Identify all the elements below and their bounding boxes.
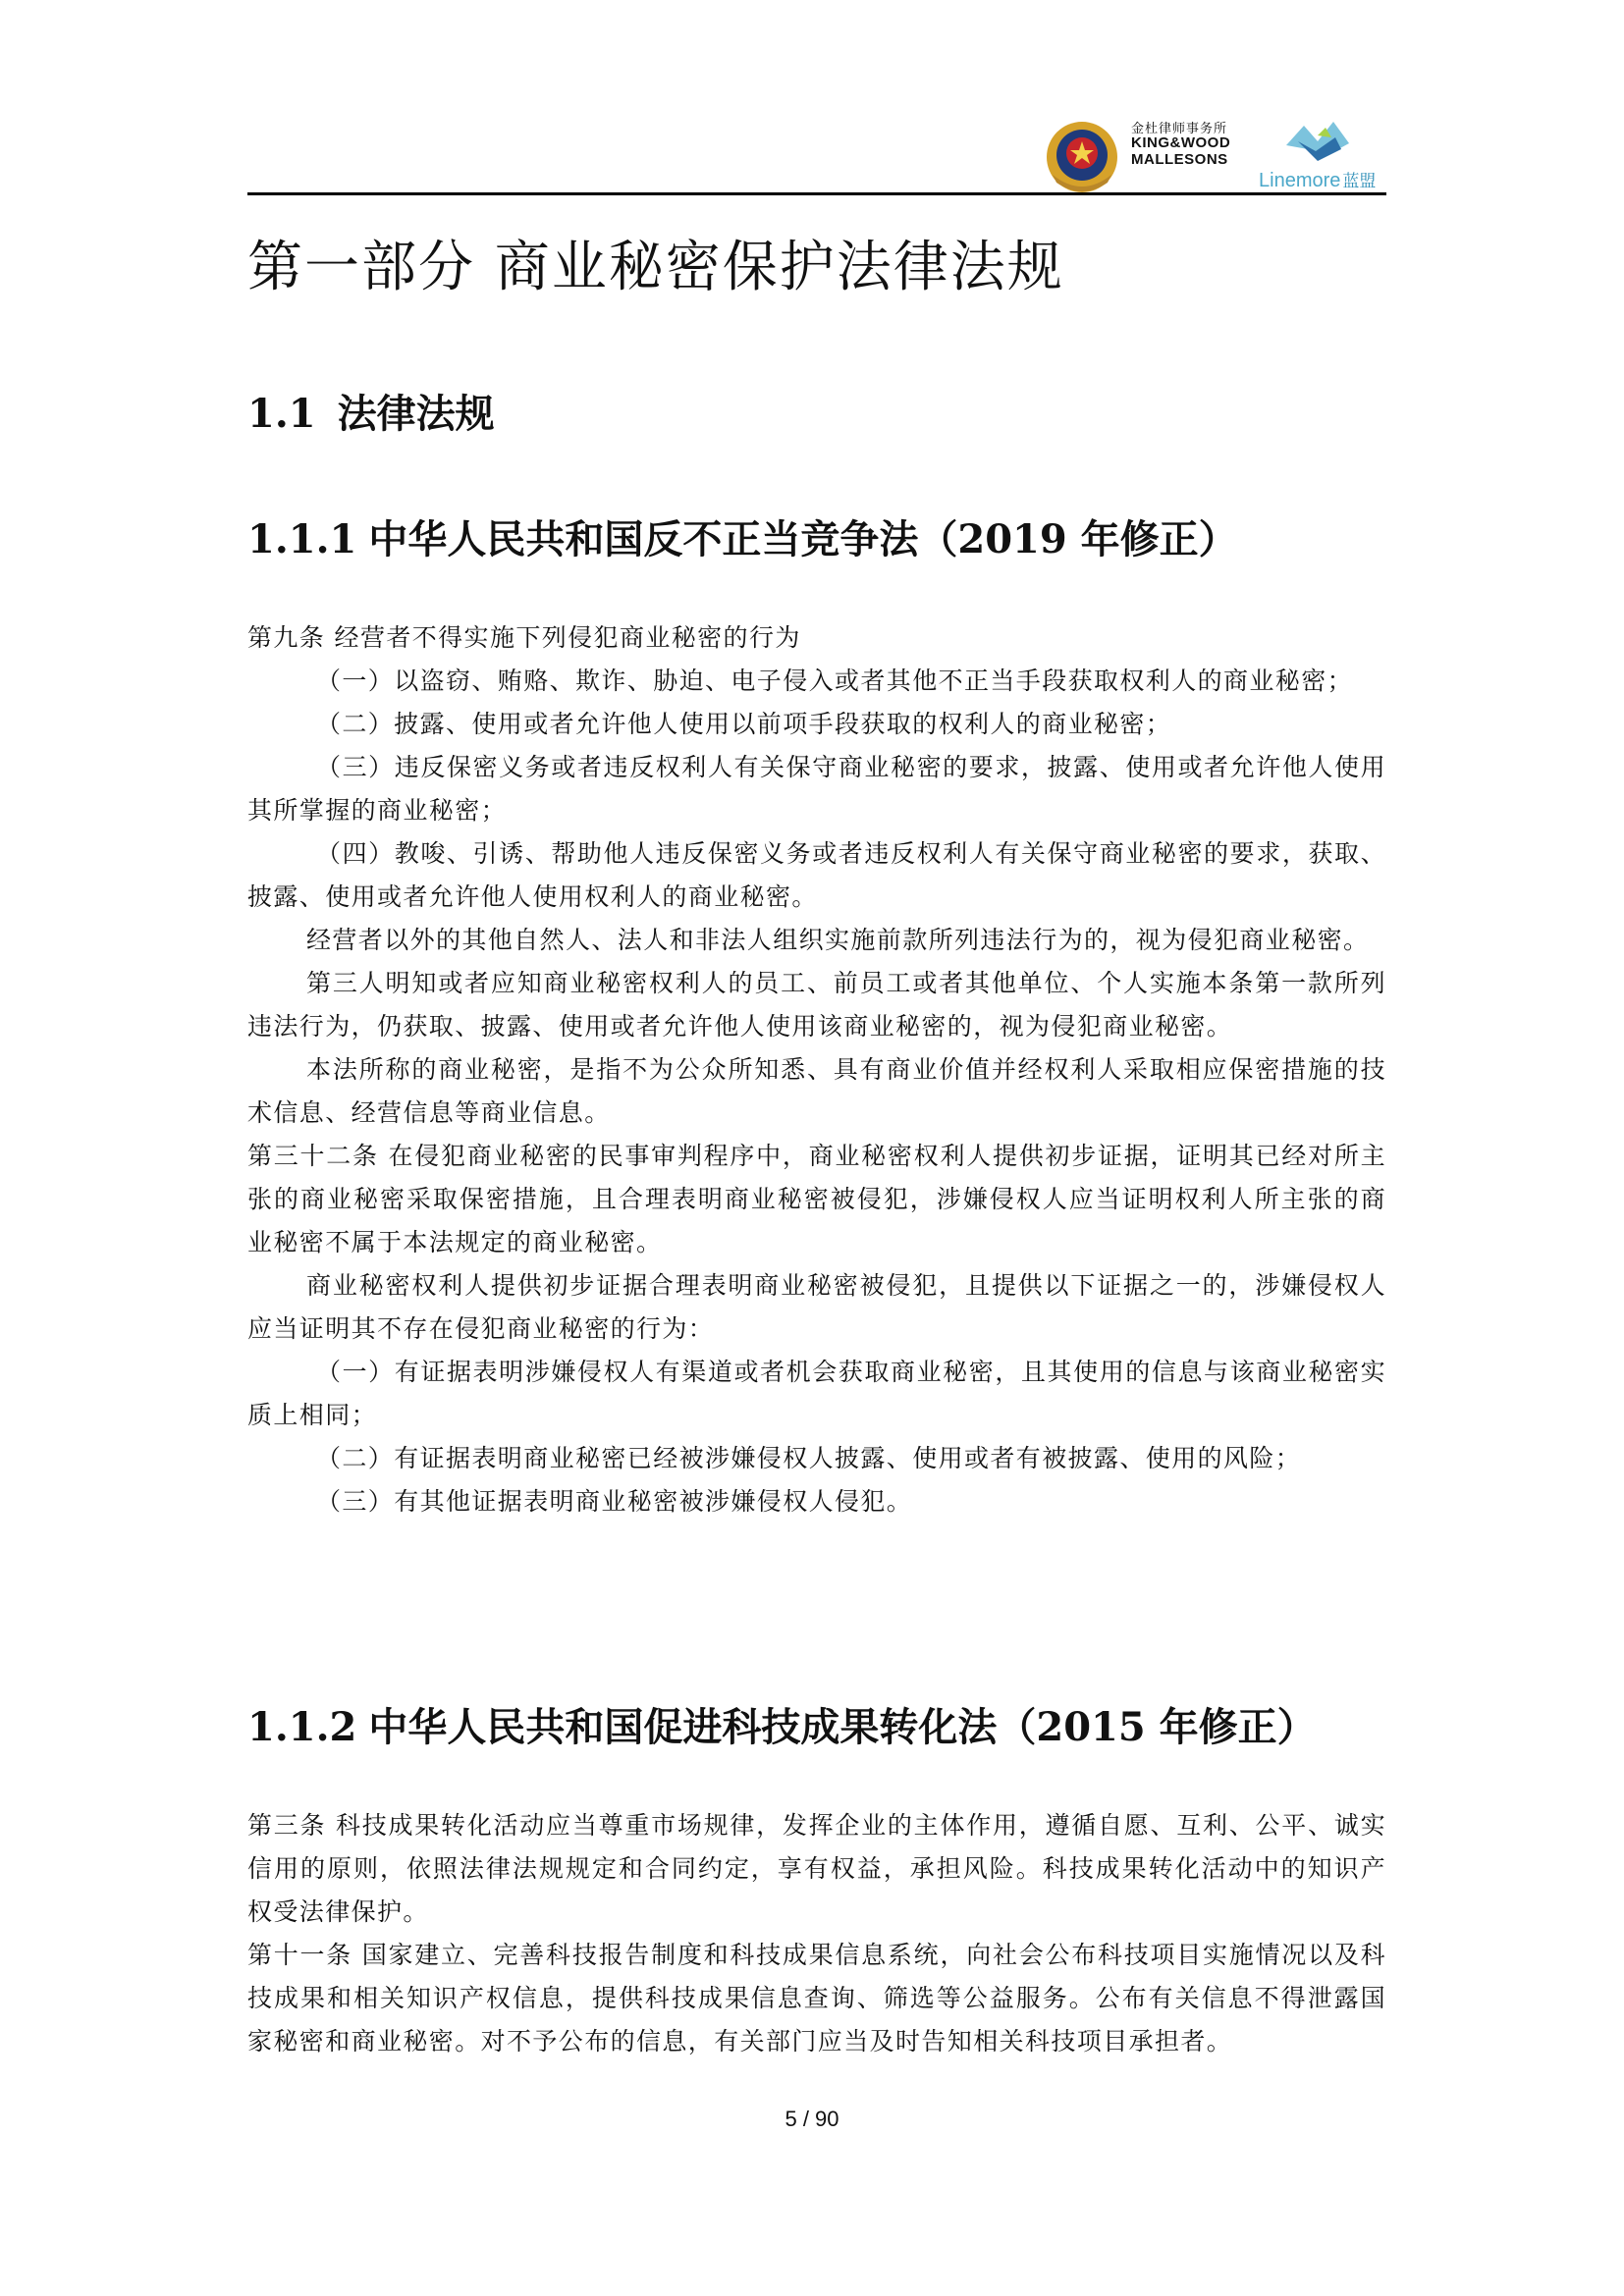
article-9-item-1: （一）以盗窃、贿赂、欺诈、胁迫、电子侵入或者其他不正当手段获取权利人的商业秘密； (316, 667, 1354, 695)
page-number: 5 / 90 (785, 2107, 839, 2131)
subsection-heading-2 (247, 1696, 1317, 1752)
article-9-item-2: （二）披露、使用或者允许他人使用以前项手段获取的权利人的商业秘密； (316, 710, 1172, 738)
kwm-logo (1131, 122, 1278, 168)
kwm-logo-en-1: KING&WOOD (1131, 134, 1231, 152)
kwm-logo-en-2: MALLESONS (1131, 150, 1228, 168)
header-divider (247, 192, 1386, 195)
section-title: 法律法规 (337, 391, 495, 437)
article-9-item-4: （四）教唆、引诱、帮助他人违反保密义务或者违反权利人有关保守商业秘密的要求，获取、披露、使用或者允许他人使用权利人的商业秘密。 (247, 839, 1386, 911)
article-3: 第三条 科技成果转化活动应当尊重市场规律，发挥企业的主体作用，遵循自愿、互利、公平、诚实信用的原则，依照法律法规规定和合同约定，享有权益，承担风险。科技成果转化活动中的知识产权受法律保护。 (247, 1811, 1386, 1926)
police-emblem-icon (1043, 118, 1121, 196)
article-9-para-2: 经营者以外的其他自然人、法人和非法人组织实施前款所列违法行为的，视为侵犯商业秘密。 (306, 926, 1370, 954)
article-32-item-3: （三）有其他证据表明商业秘密被涉嫌侵权人侵犯。 (316, 1487, 913, 1516)
page-header (247, 98, 1386, 196)
article-11: 第十一条 国家建立、完善科技报告制度和科技成果信息系统，向社会公布科技项目实施情况以及科技成果和相关知识产权信息，提供科技成果信息查询、筛选等公益服务。公布有关信息不得泄露国家秘密和商业秘密。对不予公布的信息，有关部门应当及时告知相关科技项目承担者。 (247, 1941, 1386, 2056)
article-9-para-4: 本法所称的商业秘密，是指不为公众所知悉、具有商业价值并经权利人采取相应保密措施的技术信息、经营信息等商业信息。 (247, 1055, 1386, 1127)
subsection-title-2: 中华人民共和国促进科技成果转化法（2015 年修正） (368, 1704, 1317, 1750)
linemore-mark-icon (1278, 116, 1357, 165)
linemore-logo (1259, 116, 1386, 194)
article-9-heading: 第九条 经营者不得实施下列侵犯商业秘密的行为 (247, 623, 801, 652)
linemore-logo-en: Linemore (1259, 170, 1341, 191)
article-32-para-2: 商业秘密权利人提供初步证据合理表明商业秘密被侵犯，且提供以下证据之一的，涉嫌侵权人应当证明其不存在侵犯商业秘密的行为： (247, 1271, 1386, 1343)
subsection-number-2: 1.1.2 (247, 1704, 357, 1750)
section-heading (247, 383, 495, 439)
subsection-number-1: 1.1.1 (247, 516, 357, 562)
kwm-logo-cn: 金杜律师事务所 (1131, 121, 1228, 135)
article-32-item-1: （一）有证据表明涉嫌侵权人有渠道或者机会获取商业秘密，且其使用的信息与该商业秘密实质上相同； (247, 1358, 1386, 1429)
article-32-item-2: （二）有证据表明商业秘密已经被涉嫌侵权人披露、使用或者有被披露、使用的风险； (316, 1444, 1302, 1472)
article-9-para-3: 第三人明知或者应知商业秘密权利人的员工、前员工或者其他单位、个人实施本条第一款所列违法行为，仍获取、披露、使用或者允许他人使用该商业秘密的，视为侵犯商业秘密。 (247, 969, 1386, 1041)
article-32-para-1: 第三十二条 在侵犯商业秘密的民事审判程序中，商业秘密权利人提供初步证据，证明其已经对所主张的商业秘密采取保密措施，且合理表明商业秘密被侵犯，涉嫌侵权人应当证明权利人所主张的商业秘密不属于本法规定的商业秘密。 (247, 1142, 1386, 1256)
subsection-heading-1 (247, 508, 1238, 564)
article-9-item-3: （三）违反保密义务或者违反权利人有关保守商业秘密的要求，披露、使用或者允许他人使用其所掌握的商业秘密； (247, 753, 1386, 825)
linemore-logo-cn: 蓝盟 (1342, 172, 1377, 190)
law-text-block-2 (247, 1804, 1386, 2063)
subsection-title-1: 中华人民共和国反不正当竞争法（2019 年修正） (368, 516, 1238, 562)
part-title: 第一部分 商业秘密保护法律法规 (247, 236, 1064, 299)
law-text-block-1 (247, 616, 1386, 1523)
section-number: 1.1 (247, 391, 316, 437)
